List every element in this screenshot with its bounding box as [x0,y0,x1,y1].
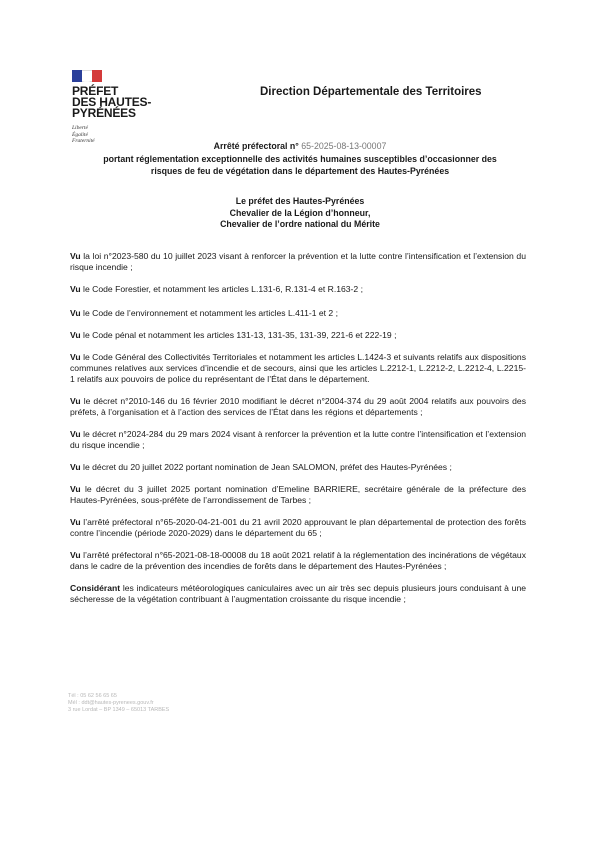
visa-paragraph [70,550,526,572]
considerant-keyword: Considérant [70,583,121,593]
visa-text: l’arrêté préfectoral n°65-2020-04-21-001 du 21 avril 2020 approuvant le plan départemental de protection des forêts contre l’incendie (période 2020-2029) dans le département du 65 ; [70,517,526,538]
arrete-number-line [70,140,530,153]
visa-paragraph [70,352,526,385]
prefet-line: Chevalier de la Légion d’honneur, [229,207,371,218]
visa-paragraph [70,396,526,418]
visa-keyword: Vu [70,352,81,362]
arrete-subject: portant réglementation exceptionnelle des activités humaines susceptibles d’occasionner des [103,153,497,164]
visa-paragraph [70,330,526,341]
arrete-number: 65-2025-08-13-00007 [301,141,387,151]
arrete-subject: risques de feu de végétation dans le département des Hautes-Pyrénées [150,166,450,176]
visa-text: le décret du 20 juillet 2022 portant nomination de Jean SALOMON, préfet des Hautes-Pyrénées ; [80,462,452,472]
visa-text: le Code Général des Collectivités Territoriales et notamment les articles L.1424-3 et suivants relatifs aux dispositions communes relatives aux services d’incendie et de secours, ainsi que les articles L.2212-1, L.2212-2, L.2212-4, L.2215-1 relatifs aux pouvoirs de police du représentant de l’État dans le département. [70,352,526,384]
visa-keyword: Vu [70,462,81,472]
visa-paragraph [70,484,526,506]
motto-line: Fraternité [72,138,95,144]
visa-text: l’arrêté préfectoral n°65-2021-08-18-00008 du 18 août 2021 relatif à la réglementation des incinérations de végétaux dans le cadre de la prévention des incendies de forêts dans le département des Hautes-Pyrénées ; [70,550,526,571]
visa-keyword: Vu [70,284,81,294]
visa-keyword: Vu [70,330,81,340]
prefet-line: Le préfet des Hautes-Pyrénées [235,196,365,206]
footer-address: 3 rue Lordat – BP 1349 – 65013 TARBES [68,707,170,713]
visa-paragraph [70,429,526,451]
visa-paragraph [70,284,526,295]
visas-list [70,251,526,616]
visa-keyword: Vu [70,396,81,406]
visa-keyword: Vu [70,308,81,318]
visa-text: le décret n°2010-146 du 16 février 2010 modifiant le décret n°2004-374 du 29 août 2004 relatifs aux pouvoirs des préfets, à l’organisation et à l’action des services de l’État dans les régions et départements ; [70,396,526,417]
arrete-label: Arrêté préfectoral n° [213,141,299,151]
motto-line: Égalité [72,131,88,138]
direction-title: Direction Départementale des Territoires [260,86,482,98]
visa-text: le décret n°2024-284 du 29 mars 2024 visant à renforcer la prévention et la lutte contre l’intensification et l’extension du risque incendie ; [70,429,526,450]
visa-paragraph [70,251,526,273]
visa-text: le Code Forestier, et notamment les articles L.131-6, R.131-4 et R.163-2 ; [80,284,363,294]
marianne-profile-icon [82,71,91,82]
motto-line: Liberté [72,125,88,131]
logo-line: DES HAUTES- [72,95,152,109]
visa-text: le décret du 3 juillet 2025 portant nomination d’Emeline BARRIERE, secrétaire générale de la préfecture des Hautes-Pyrénées, sous-préfète de l’arrondissement de Tarbes ; [70,484,526,505]
considerant-text: les indicateurs météorologiques caniculaires avec un air très sec depuis plusieurs jours conduisant à une sécheresse de la végétation contribuant à l’augmentation croissante du risque incendie ; [70,583,526,604]
visa-text: la loi n°2023-580 du 10 juillet 2023 visant à renforcer la prévention et la lutte contre l’intensification et l’extension du risque incendie ; [70,251,526,272]
logo-line: PYRÉNÉES [72,106,136,120]
visa-paragraph [70,462,526,473]
visa-keyword: Vu [70,484,81,494]
footer-phone: Tél : 05 62 56 65 65 [68,693,117,699]
visa-text: le Code de l’environnement et notamment les articles L.411-1 et 2 ; [80,308,338,318]
arrete-heading [70,140,530,178]
considerant-paragraph [70,583,526,605]
visa-keyword: Vu [70,429,81,439]
contact-footer [68,693,169,714]
visa-keyword: Vu [70,517,81,527]
visa-text: le Code pénal et notamment les articles 131-13, 131-35, 131-39, 221-6 et 222-19 ; [80,330,397,340]
visa-keyword: Vu [70,550,81,560]
prefecture-logo-text [72,86,151,119]
logo-line: PRÉFET [72,84,119,98]
visa-paragraph [70,308,526,319]
prefet-titles [70,196,530,231]
visa-paragraph [70,517,526,539]
visa-keyword: Vu [70,251,81,261]
footer-email: Mél : ddt@hautes-pyrenees.gouv.fr [68,700,154,706]
prefet-line: Chevalier de l’ordre national du Mérite [220,219,380,229]
